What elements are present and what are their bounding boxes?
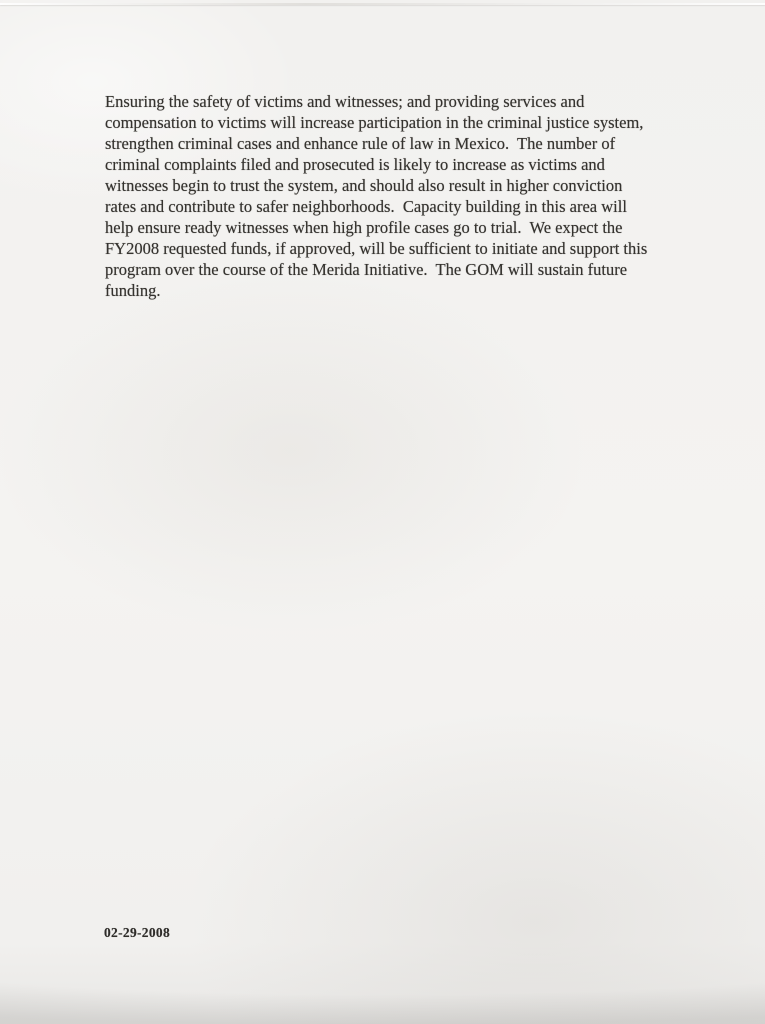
- paragraph-line: compensation to victims will increase participation in the criminal justice system,: [105, 113, 644, 132]
- document-paragraph: [105, 91, 705, 301]
- paragraph-line: Ensuring the safety of victims and witnesses; and providing services and: [105, 92, 585, 111]
- paragraph-line: witnesses begin to trust the system, and should also result in higher conviction: [105, 176, 623, 195]
- paragraph-line: program over the course of the Merida Initiative. The GOM will sustain future: [105, 260, 628, 279]
- paragraph-line: funding.: [105, 281, 161, 300]
- paragraph-line: criminal complaints filed and prosecuted is likely to increase as victims and: [105, 155, 605, 174]
- scan-artifact-bottom-shadow: [0, 978, 765, 1024]
- paragraph-line: rates and contribute to safer neighborhoods. Capacity building in this area will: [105, 197, 627, 216]
- paragraph-line: strengthen criminal cases and enhance rule of law in Mexico. The number of: [105, 134, 616, 153]
- scan-artifact-top-line: [0, 3, 765, 5]
- paragraph-line: FY2008 requested funds, if approved, will be sufficient to initiate and support this: [105, 239, 648, 258]
- footer-date-stamp: 02-29-2008: [104, 925, 170, 940]
- paragraph-line: help ensure ready witnesses when high profile cases go to trial. We expect the: [105, 218, 623, 237]
